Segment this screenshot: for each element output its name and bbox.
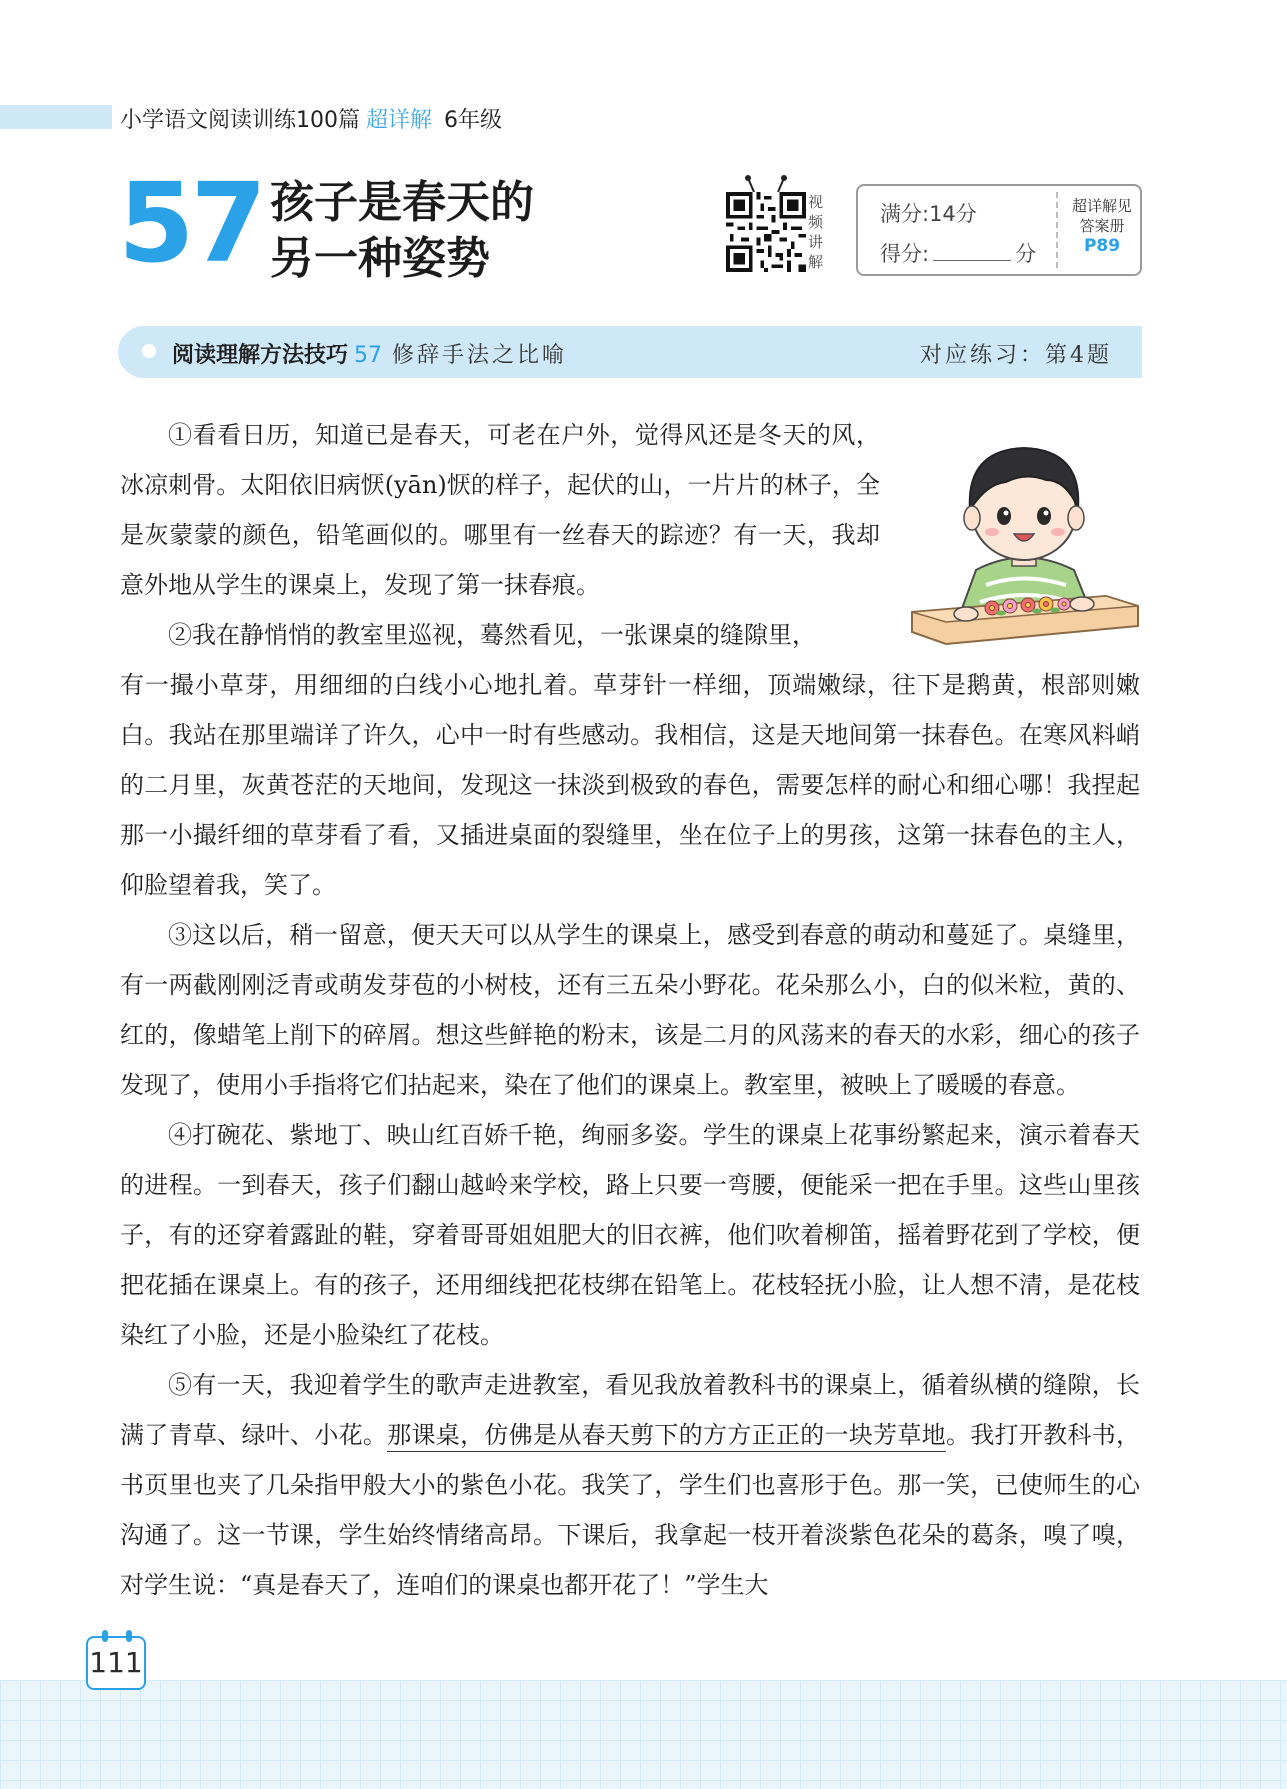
book-series-header bbox=[120, 103, 502, 134]
skill-number: 57 bbox=[354, 343, 383, 368]
header-strip bbox=[0, 105, 112, 129]
paragraph-2-lead: ②我在静悄悄的教室里巡视，蓦然看见，一张课桌的缝隙里， bbox=[168, 621, 816, 649]
qr-antenna-icon bbox=[742, 174, 790, 194]
paragraph-4: ④打碗花、紫地丁、映山红百娇千艳，绚丽多姿。学生的课桌上花事纷繁起来，演示着春天的进程。一到春天，孩子们翻山越岭来学校，路上只要一弯腰，便能采一把在手里。这些山里孩子，有的还穿着露趾的鞋，穿着哥哥姐姐肥大的旧衣裤，他们吹着柳笛，摇着野花到了学校，便把花插在课桌上。有的孩子，还用细线把花枝绑在铅笔上。花枝轻抚小脸，让人想不清，是花枝染红了小脸，还是小脸染红了花枝。 bbox=[120, 1121, 1140, 1349]
lesson-title bbox=[270, 175, 534, 287]
qr-code-icon[interactable] bbox=[726, 192, 806, 272]
lesson-number: 57 bbox=[118, 159, 264, 287]
score-box bbox=[856, 184, 1142, 276]
skill-banner bbox=[118, 326, 1142, 378]
paragraph-5-end: 。我打开教科书，书页里也夹了几朵指甲般大小的紫色小花。我笑了，学生们也喜形于色。那一笑，已使师生的心沟通了。这一节课，学生始终情绪高昂。下课后，我拿起一枝开着淡紫色花朵的葛条，嗅了嗅，对学生说：“真是春天了，连咱们的课桌也都开花了！”学生大 bbox=[120, 1421, 1141, 1599]
full-score: 满分:14分 bbox=[880, 202, 977, 226]
footer-grid-band bbox=[0, 1680, 1287, 1789]
article-body bbox=[120, 410, 1140, 1610]
video-lecture-label: 视 频 讲 解 bbox=[808, 193, 824, 271]
skill-label: 阅读理解方法技巧 bbox=[172, 343, 349, 368]
page-number-badge bbox=[86, 1636, 146, 1690]
lesson-title-line2: 另一种姿势 bbox=[270, 233, 490, 284]
practice-reference: 对应练习：第4题 bbox=[920, 343, 1112, 368]
paragraph-5-start: ⑤有一天，我迎着学生的歌声走进教室，看见我放着教科书的课桌上，循着纵横的缝隙，长满了青草、绿叶、小花。 bbox=[120, 1371, 1140, 1449]
paragraph-3: ③这以后，稍一留意，便天天可以从学生的课桌上，感受到春意的萌动和蔓延了。桌缝里，有一两截刚刚泛青或萌发芽苞的小树枝，还有三五朵小野花。花朵那么小，白的似米粒，黄的、红的，像蜡笔上削下的碎屑。想这些鲜艳的粉末，该是二月的风荡来的春天的水彩，细心的孩子发现了，使用小手指将它们拈起来，染在了他们的课桌上。教室里，被映上了暖暖的春意。 bbox=[120, 921, 1140, 1099]
paragraph-5 bbox=[120, 1360, 1140, 1610]
series-title: 小学语文阅读训练100篇 bbox=[120, 108, 360, 133]
skill-topic: 修辞手法之比喻 bbox=[392, 343, 568, 368]
series-accent: 超详解 bbox=[366, 108, 433, 133]
paragraph-1: ①看看日历，知道已是春天，可老在户外，觉得风还是冬天的风，冰凉刺骨。太阳依旧病恹(yān)恹的样子，起伏的山，一片片的林子，全是灰蒙蒙的颜色，铅笔画似的。哪里有一丝春天的踪迹？有一天，我却意外地从学生的课桌上，发现了第一抹春痕。 bbox=[120, 421, 880, 599]
page-number: 111 bbox=[89, 1646, 143, 1679]
series-grade: 6年级 bbox=[444, 108, 503, 133]
calendar-ring-icon bbox=[102, 1630, 108, 1642]
score-field bbox=[880, 238, 1036, 268]
banner-dot-icon bbox=[142, 344, 156, 358]
calendar-ring-icon bbox=[126, 1630, 132, 1642]
skill-heading bbox=[172, 338, 567, 369]
score-blank[interactable] bbox=[933, 243, 1011, 261]
score-divider bbox=[1056, 192, 1058, 268]
paragraph-2-body: 有一撮小草芽，用细细的白线小心地扎着。草芽针一样细，顶端嫩绿，往下是鹅黄，根部则嫩白。我站在那里端详了许久，心中一时有些感动。我相信，这是天地间第一抹春色。在寒风料峭的二月里，灰黄苍茫的天地间，发现这一抹淡到极致的春色，需要怎样的耐心和细心哪！我捏起那一小撮纤细的草芽看了看，又插进桌面的裂缝里，坐在位子上的男孩，这第一抹春色的主人，仰脸望着我，笑了。 bbox=[120, 671, 1140, 899]
underlined-metaphor-sentence: 那课桌，仿佛是从春天剪下的方方正正的一块芳草地 bbox=[387, 1421, 946, 1452]
answer-reference: 超详解见 答案册 P89 bbox=[1062, 196, 1142, 256]
answer-page: P89 bbox=[1083, 236, 1121, 256]
score-unit: 分 bbox=[1015, 242, 1037, 266]
score-label: 得分: bbox=[880, 242, 930, 266]
lesson-title-line1: 孩子是春天的 bbox=[270, 177, 534, 228]
